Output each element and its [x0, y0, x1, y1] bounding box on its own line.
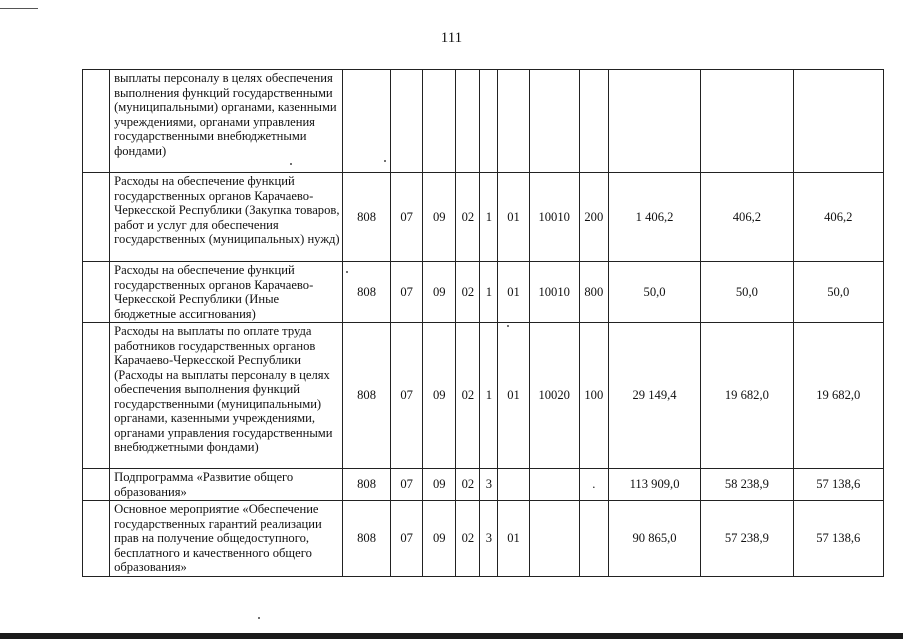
expense-type-code: 100	[579, 323, 608, 469]
ministry-code: 808	[342, 469, 390, 501]
row-description: Расходы на выплаты по оплате труда работников государственных органов Карачаево-Черкесской Республики (Расходы на выплаты персоналу в целях обеспечения выполнения функций государственными (муниципальными) органами, казенными учреждениями, органами управления государственными внебюджетными фондами)	[110, 323, 343, 469]
row-index-cell	[83, 262, 110, 323]
amount-year-3: 57 138,6	[793, 501, 883, 577]
table-row	[83, 501, 884, 577]
scan-speck	[290, 163, 292, 165]
ministry-code: 808	[342, 262, 390, 323]
expense-type-code	[579, 501, 608, 577]
amount-year-2: 406,2	[701, 173, 793, 262]
ministry-code: 808	[342, 173, 390, 262]
row-index-cell	[83, 469, 110, 501]
amount-year-1: 1 406,2	[608, 173, 700, 262]
row-description: выплаты персоналу в целях обеспечения выполнения функций государственными (муниципальными) органами, казенными учреждениями, органами управления государственными внебюджетными фондами)	[110, 70, 343, 173]
section-code: 07	[391, 173, 423, 262]
ministry-code	[342, 70, 390, 173]
subprogram-code	[480, 70, 498, 173]
row-description: Основное мероприятие «Обеспечение государственных гарантий реализации прав на получение общедоступного, бесплатного и качественного общего образования»	[110, 501, 343, 577]
main-event-code: 01	[498, 173, 529, 262]
subprogram-code: 1	[480, 173, 498, 262]
amount-year-2: 57 238,9	[701, 501, 793, 577]
program-code: 02	[456, 173, 480, 262]
section-code: 07	[391, 262, 423, 323]
subsection-code: 09	[423, 469, 456, 501]
main-event-code: 01	[498, 262, 529, 323]
subprogram-code: 1	[480, 262, 498, 323]
row-index-cell	[83, 323, 110, 469]
main-event-code	[498, 70, 529, 173]
program-code: 02	[456, 501, 480, 577]
table-row	[83, 70, 884, 173]
program-code: 02	[456, 262, 480, 323]
section-code: 07	[391, 501, 423, 577]
row-description: Расходы на обеспечение функций государственных органов Карачаево-Черкесской Республики (Закупка товаров, работ и услуг для обеспечения государственных (муниципальных) нужд)	[110, 173, 343, 262]
table-row	[83, 262, 884, 323]
bottom-rule	[0, 633, 903, 639]
main-event-code	[498, 469, 529, 501]
program-code: 02	[456, 469, 480, 501]
section-code: 07	[391, 323, 423, 469]
subsection-code: 09	[423, 262, 456, 323]
subprogram-code: 1	[480, 323, 498, 469]
amount-year-1: 50,0	[608, 262, 700, 323]
table-row	[83, 173, 884, 262]
amount-year-3	[793, 70, 883, 173]
section-code	[391, 70, 423, 173]
table-row	[83, 323, 884, 469]
corner-mark	[0, 8, 38, 9]
direction-code: 10020	[529, 323, 579, 469]
direction-code	[529, 70, 579, 173]
page-number: 111	[440, 30, 463, 46]
direction-code	[529, 469, 579, 501]
direction-code: 10010	[529, 262, 579, 323]
scan-speck	[384, 160, 386, 162]
direction-code: 10010	[529, 173, 579, 262]
row-index-cell	[83, 70, 110, 173]
ministry-code: 808	[342, 501, 390, 577]
row-description: Расходы на обеспечение функций государственных органов Карачаево-Черкесской Республики (Иные бюджетные ассигнования)	[110, 262, 343, 323]
amount-year-2	[701, 70, 793, 173]
program-code: 02	[456, 323, 480, 469]
amount-year-3: 57 138,6	[793, 469, 883, 501]
subsection-code: 09	[423, 501, 456, 577]
amount-year-2: 19 682,0	[701, 323, 793, 469]
amount-year-1: 29 149,4	[608, 323, 700, 469]
amount-year-1: 113 909,0	[608, 469, 700, 501]
amount-year-2: 50,0	[701, 262, 793, 323]
main-event-code: 01	[498, 323, 529, 469]
amount-year-1	[608, 70, 700, 173]
amount-year-2: 58 238,9	[701, 469, 793, 501]
subprogram-code: 3	[480, 469, 498, 501]
subsection-code	[423, 70, 456, 173]
main-event-code: 01	[498, 501, 529, 577]
expense-type-code: 800	[579, 262, 608, 323]
subprogram-code: 3	[480, 501, 498, 577]
scan-speck	[507, 325, 509, 327]
row-description: Подпрограмма «Развитие общего образования»	[110, 469, 343, 501]
amount-year-1: 90 865,0	[608, 501, 700, 577]
direction-code	[529, 501, 579, 577]
program-code	[456, 70, 480, 173]
amount-year-3: 50,0	[793, 262, 883, 323]
table-row	[83, 469, 884, 501]
row-index-cell	[83, 501, 110, 577]
expense-type-code: 200	[579, 173, 608, 262]
amount-year-3: 19 682,0	[793, 323, 883, 469]
expense-type-code	[579, 70, 608, 173]
budget-table	[82, 69, 884, 577]
scan-speck	[258, 617, 260, 619]
expense-type-code: .	[579, 469, 608, 501]
section-code: 07	[391, 469, 423, 501]
subsection-code: 09	[423, 173, 456, 262]
subsection-code: 09	[423, 323, 456, 469]
ministry-code: 808	[342, 323, 390, 469]
row-index-cell	[83, 173, 110, 262]
scan-speck	[346, 271, 348, 273]
amount-year-3: 406,2	[793, 173, 883, 262]
